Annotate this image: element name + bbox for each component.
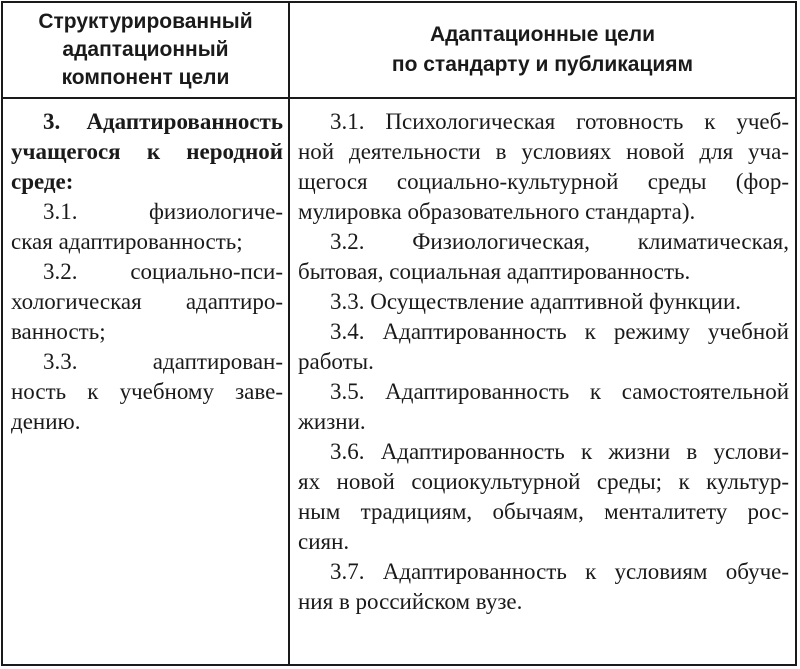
- item-line: 3.1. физиологиче-: [43, 199, 283, 224]
- header-right: [290, 3, 795, 97]
- right-cell: [298, 107, 789, 617]
- left-cell: [11, 107, 283, 437]
- column-divider: [288, 3, 290, 664]
- item-line: ной деятельности в условиях новой для уча-: [298, 139, 789, 164]
- item-line: ния в российском вузе.: [298, 589, 523, 614]
- item-line: 3.1. Психологическая готовность к учеб-: [330, 109, 789, 134]
- left-item: [11, 257, 283, 347]
- heading-line: среде:: [11, 169, 74, 194]
- item-line: бытовая, социальная адаптированность.: [298, 259, 691, 284]
- item-line: 3.2. Физиологическая, климатическая,: [330, 229, 789, 254]
- item-line: 3.5. Адаптированность к самостоятельной: [330, 379, 789, 404]
- item-line: 3.7. Адаптированность к условиям обуче-: [330, 559, 789, 584]
- right-item: [298, 377, 789, 437]
- item-line: ванность;: [11, 319, 106, 344]
- right-item: [298, 107, 789, 227]
- item-line: 3.3. адаптирован-: [43, 349, 283, 374]
- right-item: [298, 287, 789, 317]
- left-item: [11, 197, 283, 257]
- item-line: ным традициям, обычаям, менталитету рос-: [298, 499, 789, 524]
- item-line: 3.4. Адаптированность к режиму учебной: [330, 319, 789, 344]
- right-item: [298, 317, 789, 377]
- header-left-line: компонент цели: [61, 66, 230, 89]
- left-heading: [11, 107, 283, 197]
- header-right-line: по стандарту и публикациям: [391, 53, 694, 76]
- item-line: работы.: [298, 349, 374, 374]
- item-line: дению.: [11, 409, 81, 434]
- header-left: [3, 3, 288, 97]
- item-line: хологическая адаптиро-: [11, 289, 283, 314]
- item-line: щегося социально-культурной среды (фор-: [298, 169, 789, 194]
- heading-line: 3. Адаптированность: [43, 109, 283, 134]
- right-item: [298, 557, 789, 617]
- left-item: [11, 347, 283, 437]
- item-line: 3.6. Адаптированность к жизни в услови-: [330, 439, 789, 464]
- heading-line: учащегося к неродной: [11, 139, 283, 164]
- adaptation-goals-table: [1, 1, 797, 666]
- item-line: ях новой социокультурной среды; к культур-: [298, 469, 789, 494]
- header-left-line: Структурированный: [38, 10, 253, 33]
- item-line: 3.2. социально-пси-: [43, 259, 283, 284]
- header-divider: [3, 97, 795, 99]
- item-line: 3.3. Осуществление адаптивной функции.: [330, 289, 742, 314]
- item-line: ская адаптированность;: [11, 229, 243, 254]
- right-item: [298, 227, 789, 287]
- item-line: жизни.: [298, 409, 366, 434]
- item-line: ность к учебному заве-: [11, 379, 283, 404]
- item-line: мулировка образовательного стандарта).: [298, 199, 696, 224]
- header-left-line: адаптационный: [62, 38, 229, 61]
- header-right-line: Адаптационные цели: [429, 23, 656, 46]
- right-item: [298, 437, 789, 557]
- item-line: сиян.: [298, 529, 350, 554]
